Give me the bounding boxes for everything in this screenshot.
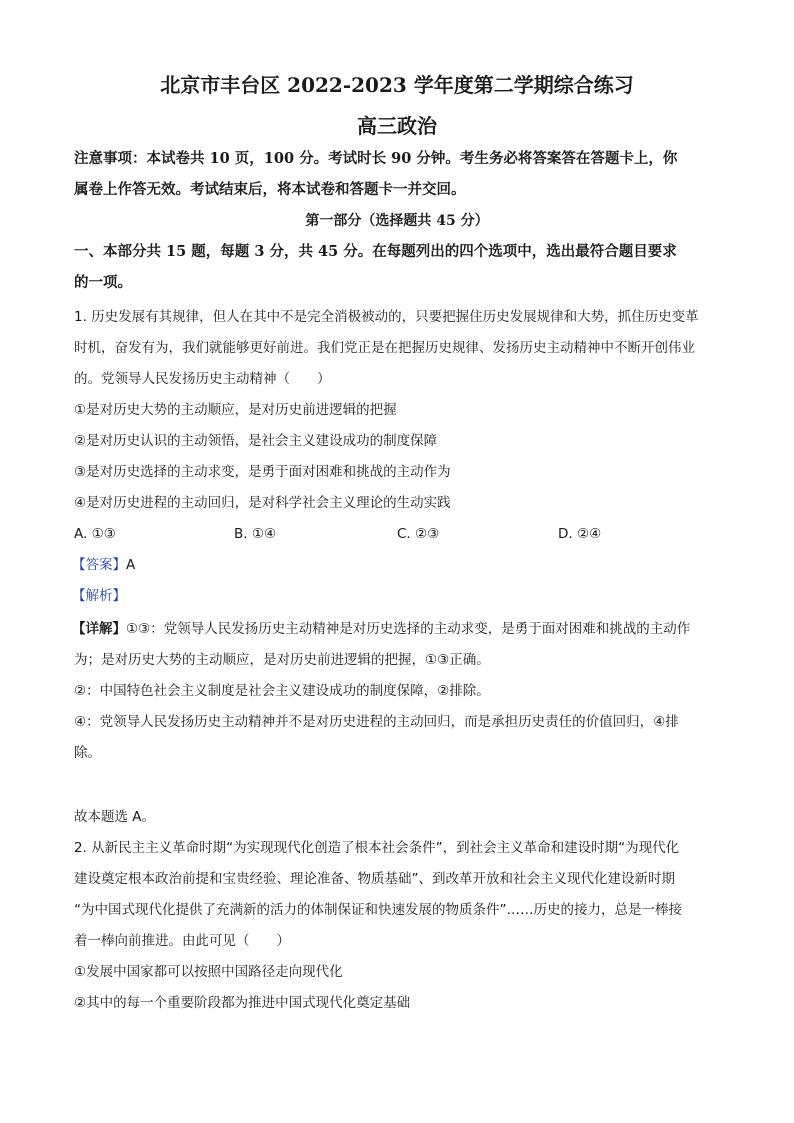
detail-line-1: ①③：党领导人民发扬历史主动精神是对历史选择的主动求变，是勇于面对困难和挑战的主动作 [126, 621, 691, 637]
q1-option-c: C. ②③ [397, 526, 440, 542]
detail-line-4: ④：党领导人民发扬历史主动精神并不是对历史进程的主动回归，而是承担历史责任的价值回归，④排 [74, 714, 679, 730]
q1-item-4: ④是对历史进程的主动回归，是对科学社会主义理论的生动实践 [74, 495, 451, 511]
detail-line-2: 为；是对历史大势的主动顺应，是对历史前进逻辑的把握，①③正确。 [74, 652, 490, 668]
notice-line-1: 注意事项：本试卷共 10 页，100 分。考试时长 90 分钟。考生务必将答案答在答题卡上，你 [74, 150, 678, 167]
q2-stem-1: 2. 从新民主主义革命时期“为实现现代化创造了根本社会条件”，到社会主义革命和建设时期“为现代化 [74, 840, 680, 856]
detail-line-3: ②：中国特色社会主义制度是社会主义建设成功的制度保障，②排除。 [74, 683, 490, 699]
q1-option-b: B. ①④ [234, 526, 277, 542]
q1-stem-1: 1. 历史发展有其规律，但人在其中不是完全消极被动的，只要把握住历史发展规律和大势，抓住历史变革 [74, 309, 699, 325]
q1-detail-row-1 [72, 620, 690, 638]
q1-option-d: D. ②④ [558, 526, 602, 542]
q2-item-2: ②其中的每一个重要阶段都为推进中国式现代化奠定基础 [74, 995, 411, 1011]
q2-stem-3: “为中国式现代化提供了充满新的活力的体制保证和快速发展的物质条件”……历史的接力，总是一棒接 [74, 902, 682, 918]
detail-tag: 【详解】 [72, 621, 126, 637]
q1-item-3: ③是对历史选择的主动求变，是勇于面对困难和挑战的主动作为 [74, 464, 451, 480]
q1-item-1: ①是对历史大势的主动顺应，是对历史前进逻辑的把握 [74, 402, 397, 418]
answer-value: A [126, 557, 136, 573]
exam-title: 北京市丰台区 2022-2023 学年度第二学期综合练习 [160, 73, 634, 97]
q1-stem-2: 时机，奋发有为，我们就能够更好前进。我们党正是在把握历史规律、发扬历史主动精神中不断开创伟业 [74, 340, 695, 356]
analysis-tag: 【解析】 [72, 588, 126, 604]
q2-stem-2: 建设奠定根本政治前提和宝贵经验、理论准备、物质基础”、到改革开放和社会主义现代化建设新时期 [74, 871, 675, 887]
part1-instruction-1: 一、本部分共 15 题，每题 3 分，共 45 分。在每题列出的四个选项中，选出最符合题目要求 [74, 243, 677, 260]
q1-item-2: ②是对历史认识的主动领悟，是社会主义建设成功的制度保障 [74, 433, 438, 449]
notice-line-2: 属卷上作答无效。考试结束后，将本试卷和答题卡一并交回。 [74, 181, 466, 198]
q2-stem-4: 着一棒向前推进。由此可见（ ） [74, 933, 290, 949]
answer-tag: 【答案】 [72, 557, 126, 573]
exam-subtitle: 高三政治 [357, 114, 437, 138]
q1-option-a: A. ①③ [74, 526, 116, 542]
part1-instruction-2: 的一项。 [74, 274, 132, 291]
q2-item-1: ①发展中国家都可以按照中国路径走向现代化 [74, 964, 343, 980]
detail-line-5: 除。 [74, 745, 101, 761]
q1-stem-3: 的。党领导人民发扬历史主动精神（ ） [74, 371, 331, 387]
q1-conclusion: 故本题选 A。 [74, 809, 156, 825]
q1-answer-row [72, 556, 135, 574]
part1-title: 第一部分（选择题共 45 分） [305, 213, 489, 229]
